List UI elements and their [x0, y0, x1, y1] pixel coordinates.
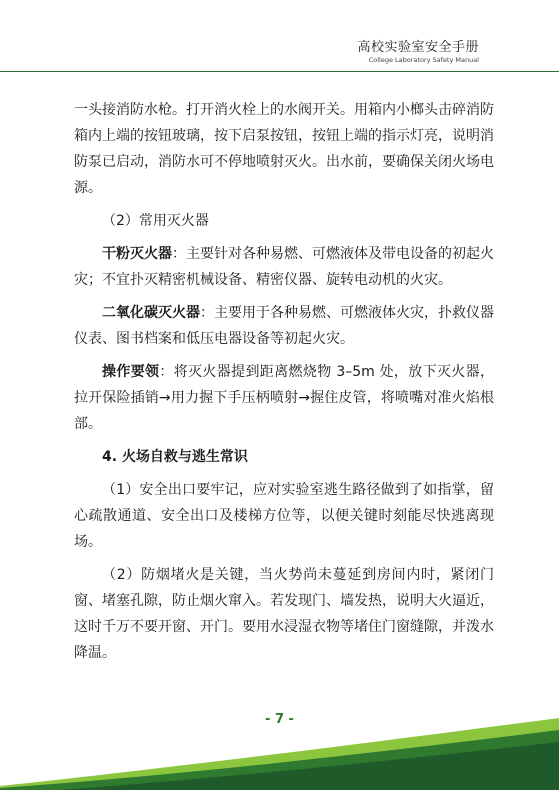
paragraph-hydrant-usage: 一头接消防水枪。打开消火栓上的水阀开关。用箱内小榔头击碎消防箱内上端的按钮玻璃，按下启泵按钮，按钮上端的指示灯亮，说明消防泵已启动，消防水可不停地喷射灭火。出水前，要确保关闭火场电源。 [74, 102, 494, 196]
header-subtitle: College Laboratory Safety Manual [368, 56, 479, 64]
text-operation: ：将灭火器提到距离燃烧物 3–5m 处，放下灭火器，拉开保险插销→用力握下手压柄喷射→握住皮管，将喷嘴对准火焰根部。 [74, 364, 495, 432]
term-dry-powder: 干粉灭火器 [102, 246, 172, 262]
section-heading-escape: 4. 火场自救与逃生常识 [102, 449, 248, 465]
subheading-extinguishers: （2）常用灭火器 [102, 213, 209, 229]
header-title: 高校实验室安全手册 [357, 40, 479, 55]
page-number: - 7 - [265, 712, 294, 727]
term-co2: 二氧化碳灭火器 [102, 305, 200, 321]
text-dry-powder: ：主要针对各种易燃、可燃液体及带电设备的初起火灾；不宜扑灭精密机械设备、精密仪器、旋转电动机的火灾。 [74, 246, 494, 288]
paragraph-smoke: （2）防烟堵火是关键，当火势尚未蔓延到房间内时，紧闭门窗、堵塞孔隙，防止烟火窜入。若发现门、墙发热，说明大火逼近，这时千万不要开窗、开门。要用水浸湿衣物等堵住门窗缝隙，并泼水降温。 [74, 567, 494, 661]
term-operation: 操作要领 [102, 364, 160, 380]
text-co2: ：主要用于各种易燃、可燃液体火灾，扑救仪器仪表、图书档案和低压电器设备等初起火灾。 [74, 305, 494, 347]
paragraph-exit: （1）安全出口要牢记，应对实验室逃生路径做到了如指掌，留心疏散通道、安全出口及楼梯方位等，以便关键时刻能尽快逃离现场。 [74, 482, 494, 550]
